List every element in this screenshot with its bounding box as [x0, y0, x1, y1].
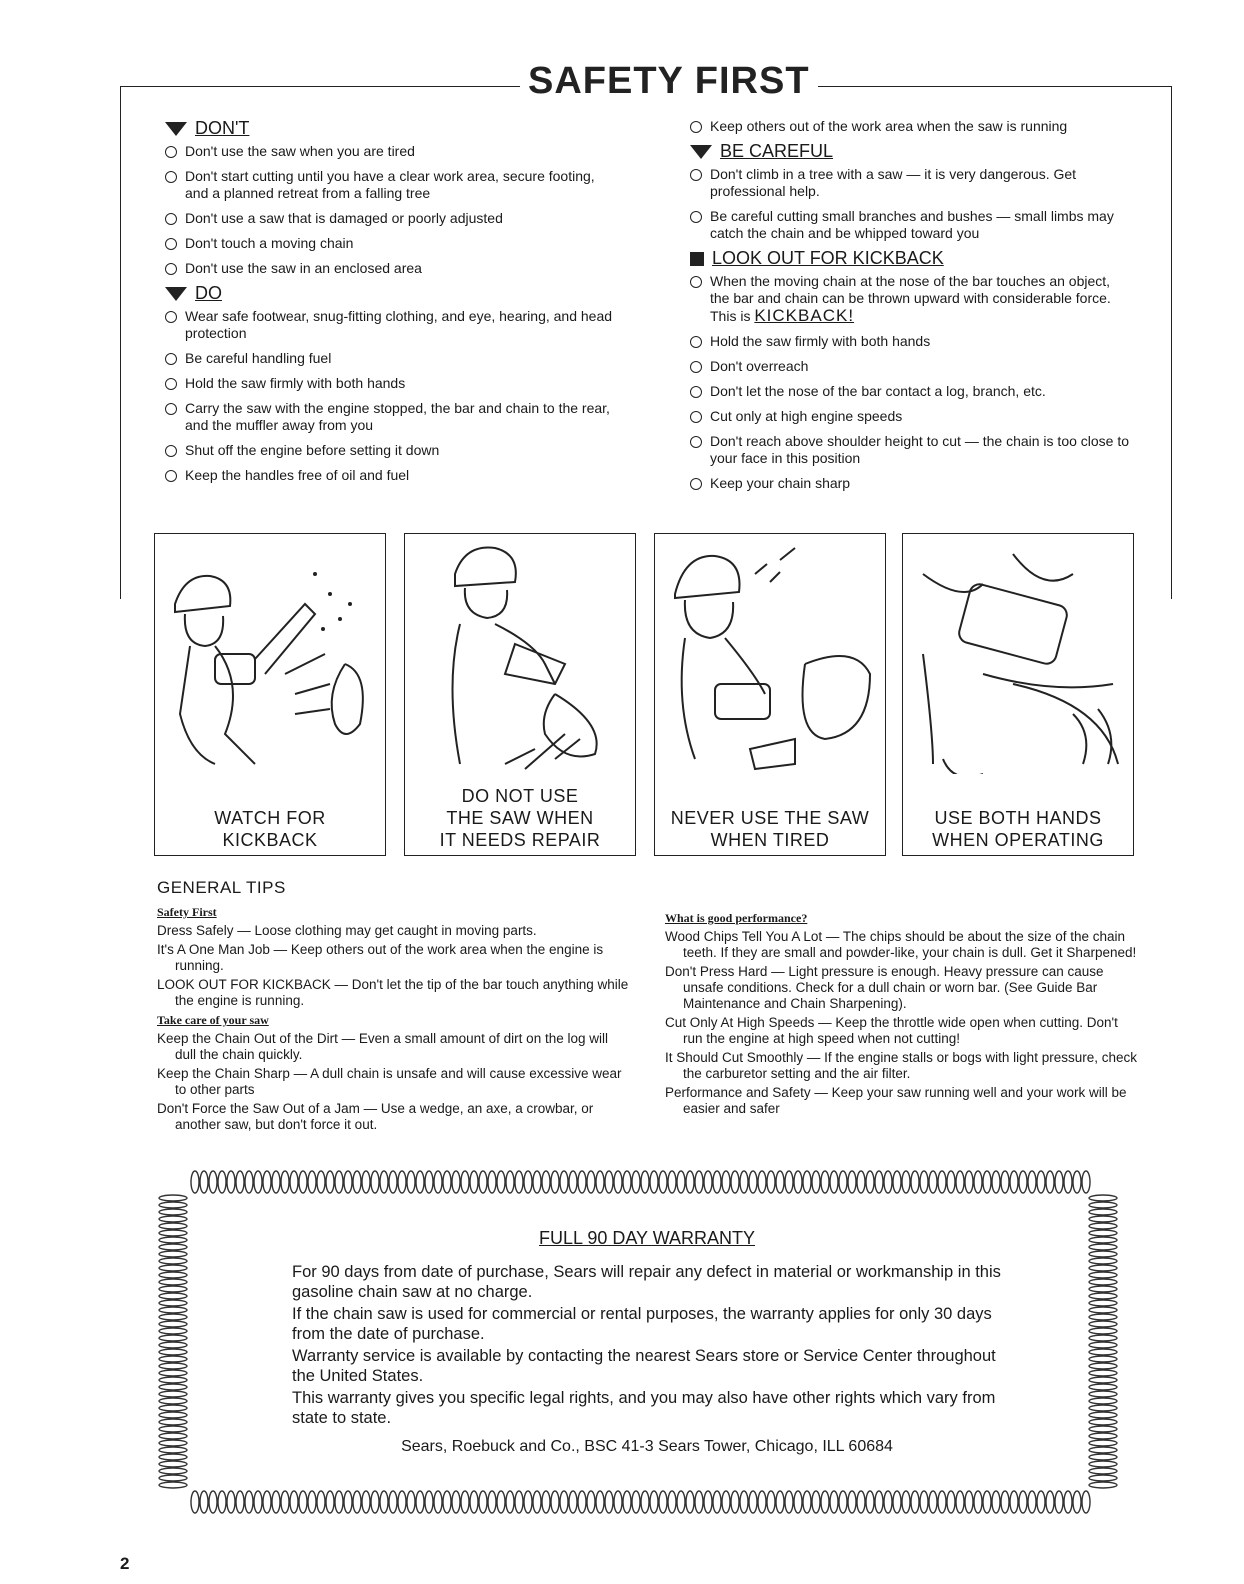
item-text: Don't touch a moving chain — [185, 235, 354, 251]
be-careful-heading: BE CAREFUL — [690, 143, 1130, 160]
tip-item — [665, 1015, 1137, 1047]
chainsaw-kickback-illustration — [155, 534, 385, 774]
dont-heading: DON'T — [165, 120, 615, 137]
warranty-box — [212, 1200, 1082, 1480]
warning-triangle-icon — [165, 122, 187, 136]
list-item — [690, 333, 1130, 350]
bullet-circle-icon — [165, 213, 177, 225]
item-text: Dress Safely — Loose clothing may get caught in moving parts. — [157, 923, 537, 938]
bullet-circle-icon — [165, 238, 177, 250]
tip-item — [665, 929, 1137, 961]
bullet-circle-icon — [690, 276, 702, 288]
bullet-circle-icon — [165, 171, 177, 183]
bullet-circle-icon — [690, 478, 702, 490]
bullet-circle-icon — [165, 445, 177, 457]
tip-item — [665, 964, 1137, 1012]
bullet-circle-icon — [690, 361, 702, 373]
panel-caption: USE BOTH HANDS WHEN OPERATING — [932, 808, 1104, 850]
list-item — [690, 273, 1130, 325]
item-text: Keep your chain sharp — [710, 475, 851, 491]
tip-item — [157, 1066, 629, 1098]
bullet-circle-icon — [690, 121, 702, 133]
bullet-circle-icon — [165, 146, 177, 158]
bullet-circle-icon — [690, 386, 702, 398]
kickback-emphasis: KICKBACK! — [754, 306, 855, 325]
page-title: SAFETY FIRST — [520, 60, 818, 103]
safety-first-subheading: Safety First — [157, 905, 217, 919]
tip-item — [157, 1031, 629, 1063]
warranty-paragraph: Warranty service is available by contacting the nearest Sears store or Service Center throughout the United States. — [292, 1347, 996, 1385]
item-text: Don't Force the Saw Out of a Jam — Use a wedge, an axe, a crowbar, or another saw, but don't force it out. — [157, 1101, 594, 1132]
right-column — [690, 118, 1130, 500]
item-text: Don't use the saw when you are tired — [185, 143, 415, 159]
item-text: Wood Chips Tell You A Lot — The chips should be about the size of the chain teeth. If they are small and powder-like, your chain is dull. Get it Sharpened! — [665, 929, 1137, 960]
bullet-circle-icon — [690, 211, 702, 223]
item-text: Keep the Chain Sharp — A dull chain is unsafe and will cause excessive wear to other parts — [157, 1066, 622, 1097]
kickback-heading: LOOK OUT FOR KICKBACK — [690, 250, 1130, 267]
item-text: It's A One Man Job — Keep others out of the work area when the engine is running. — [157, 942, 604, 973]
kickback-list — [690, 333, 1130, 492]
item-text: Cut Only At High Speeds — Keep the throttle wide open when cutting. Don't run the engine at high speed when not cutting! — [665, 1015, 1118, 1046]
do-heading: DO — [165, 285, 615, 302]
do-list — [165, 308, 615, 484]
item-text: Don't reach above shoulder height to cut — the chain is too close to your face in this position — [710, 433, 1130, 466]
warranty-title: FULL 90 DAY WARRANTY — [538, 1228, 756, 1248]
list-item — [165, 467, 615, 484]
warranty-body — [292, 1262, 1012, 1430]
tips-left-column — [157, 902, 629, 1136]
panel-caption: DO NOT USE THE SAW WHEN IT NEEDS REPAIR — [439, 786, 601, 850]
performance-subheading: What is good performance? — [665, 911, 808, 925]
list-item — [165, 143, 615, 160]
take-care-tips — [157, 1031, 629, 1133]
be-careful-list — [690, 166, 1130, 242]
list-item — [165, 260, 615, 277]
take-care-subheading: Take care of your saw — [157, 1013, 269, 1027]
item-text: Don't Press Hard — Light pressure is enough. Heavy pressure can cause unsafe conditions. Check for a dull chain or worn bar. (See Guide Bar Maintenance and Chain Sharpening). — [665, 964, 1104, 1011]
page-number: 2 — [120, 1554, 130, 1573]
item-text: Be careful cutting small branches and bushes — small limbs may catch the chain and be whipped toward you — [710, 208, 1114, 241]
warranty-paragraph: If the chain saw is used for commercial or rental purposes, the warranty applies for only 30 days from the date of purchase. — [292, 1305, 992, 1343]
safety-first-tips — [157, 923, 629, 1009]
list-item — [165, 375, 615, 392]
item-text: LOOK OUT FOR KICKBACK — Don't let the tip of the bar touch anything while the engine is running. — [157, 977, 629, 1008]
list-item — [690, 166, 1130, 200]
dont-list — [165, 143, 615, 277]
item-text: Be careful handling fuel — [185, 350, 332, 366]
list-item — [690, 208, 1130, 242]
bullet-circle-icon — [690, 169, 702, 181]
performance-tips — [665, 929, 1137, 1117]
bullet-circle-icon — [165, 263, 177, 275]
list-item — [165, 400, 615, 434]
item-text: Don't use the saw in an enclosed area — [185, 260, 422, 276]
bullet-circle-icon — [165, 311, 177, 323]
list-item — [165, 235, 615, 252]
list-item — [690, 475, 1130, 492]
item-text: Don't overreach — [710, 358, 809, 374]
damaged-saw-illustration — [405, 534, 635, 774]
list-item — [690, 433, 1130, 467]
warranty-paragraph: This warranty gives you specific legal rights, and you may also have other rights which vary from state to state. — [292, 1389, 996, 1427]
tired-operator-illustration — [655, 534, 885, 774]
black-square-icon — [690, 252, 704, 266]
item-text: Don't let the nose of the bar contact a log, branch, etc. — [710, 383, 1046, 399]
bullet-circle-icon — [165, 403, 177, 415]
panel-repair — [404, 533, 636, 856]
panel-caption: NEVER USE THE SAW WHEN TIRED — [670, 808, 870, 850]
list-item — [690, 383, 1130, 400]
warranty-address: Sears, Roebuck and Co., BSC 41-3 Sears Tower, Chicago, ILL 60684 — [401, 1438, 893, 1455]
general-tips — [157, 878, 1137, 1132]
item-text: Keep the handles free of oil and fuel — [185, 467, 410, 483]
general-tips-heading: GENERAL TIPS — [157, 878, 286, 897]
item-text: Cut only at high engine speeds — [710, 408, 903, 424]
item-text: Carry the saw with the engine stopped, the bar and chain to the rear, and the muffler away from you — [185, 400, 610, 433]
item-text: It Should Cut Smoothly — If the engine stalls or bogs with light pressure, check the carburetor setting and the air filter. — [665, 1050, 1137, 1081]
item-text: Don't start cutting until you have a clear work area, secure footing, and a planned retreat from a falling tree — [185, 168, 595, 201]
warning-triangle-icon — [165, 287, 187, 301]
panel-tired — [654, 533, 886, 856]
list-item: Keep others out of the work area when the saw is running — [690, 118, 1130, 135]
list-item — [165, 442, 615, 459]
kickback-explanation: When the moving chain at the nose of the bar touches an object, the bar and chain can be thrown upward with considerable force. This is — [710, 273, 1111, 324]
panel-watch-kickback — [154, 533, 386, 856]
tip-item — [157, 1101, 629, 1133]
tip-item — [665, 1050, 1137, 1082]
tip-item — [157, 923, 629, 939]
item-text: Performance and Safety — Keep your saw running well and your work will be easier and safer — [665, 1085, 1127, 1116]
panel-both-hands — [902, 533, 1134, 856]
tips-right-column — [665, 908, 1137, 1120]
bullet-circle-icon — [165, 378, 177, 390]
warning-triangle-icon — [690, 145, 712, 159]
bullet-circle-icon — [690, 411, 702, 423]
both-hands-illustration — [903, 534, 1133, 774]
bullet-circle-icon — [165, 353, 177, 365]
item-text: Don't use a saw that is damaged or poorly adjusted — [185, 210, 503, 226]
tip-item — [665, 1085, 1137, 1117]
list-item — [165, 210, 615, 227]
list-item — [690, 408, 1130, 425]
list-item — [165, 168, 615, 202]
bullet-circle-icon — [690, 336, 702, 348]
item-text: Don't climb in a tree with a saw — it is very dangerous. Get professional help. — [710, 166, 1077, 199]
item-text: Wear safe footwear, snug-fitting clothing, and eye, hearing, and head protection — [185, 308, 613, 341]
list-item — [690, 358, 1130, 375]
list-item — [165, 350, 615, 367]
bullet-circle-icon — [690, 436, 702, 448]
bullet-circle-icon — [165, 470, 177, 482]
panel-caption: WATCH FOR KICKBACK — [214, 808, 326, 850]
tip-item — [157, 977, 629, 1009]
tip-item — [157, 942, 629, 974]
item-text: Hold the saw firmly with both hands — [710, 333, 931, 349]
warranty-paragraph: For 90 days from date of purchase, Sears will repair any defect in material or workmanship in this gasoline chain saw at no charge. — [292, 1263, 1001, 1301]
item-text: Keep the Chain Out of the Dirt — Even a small amount of dirt on the log will dull the chain quickly. — [157, 1031, 608, 1062]
item-text: Hold the saw firmly with both hands — [185, 375, 406, 391]
left-column — [165, 118, 615, 492]
list-item — [165, 308, 615, 342]
item-text: Shut off the engine before setting it down — [185, 442, 440, 458]
